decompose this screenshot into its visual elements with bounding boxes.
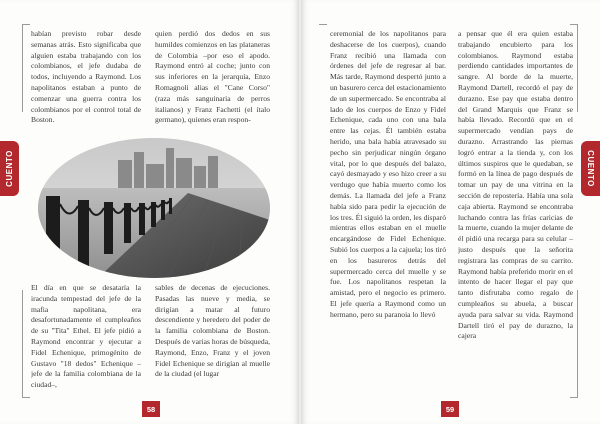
- right-bracket-rule-top-tick: [570, 24, 578, 25]
- section-tab-left: [0, 141, 19, 196]
- paragraph: quien perdió dos dedos en sus humildes comienzos en las plataneras de Colombia –por eso el apodo. Raymond entró al coche; junto con sus inferiores en la jerarquía, Enzo Romagnoli alias el "Cane Corso" (raza más sanguinaria de perros italianos) y Franz Fachetti (el ítalo germano), quienes eran respon-: [155, 29, 270, 125]
- paragraph: El día en que se desataría la iracunda tempestad del jefe de la mafia napolitana, era desafortunadamente el cumpleaños de su "Tita" Ethel. El jefe pidió a Raymond encontrar y ejecutar a Fidel Echenique, primogénito de Gustavo "18 dedos" Echenique –jefe de la familia colombiana de la ciudad–,: [31, 283, 141, 390]
- left-page-column-1-top: [31, 29, 141, 139]
- right-page-column-2: [458, 29, 573, 399]
- page-number-right: 59: [441, 401, 459, 417]
- paragraph: ceremonial de los napolitanos para deshacerse de los cuerpos), cuando Franz recibió una llamada con órdenes del jefe de regresar al bar. Más tarde, Raymond despertó junto a un basurero cerca del estacionamiento de un supermercado. Se encontraba al lado de los cuerpos de Enzo y Fidel Echenique, cada uno con una bala entre las cejas. Él también estaba herido, una bala había atravesado su pecho sin perjudicar ningún órgano vital, por lo que después del balazo, cayó desmayado y eso hizo creer a su verdugo que había muerto como los demás. La llamada del jefe a Franz había sido para pedir la ejecución de los tres. Él siguió la orden, les disparó mientras ellos estaban en el muelle encargándose de Fidel Echenique. Subió los cuerpos a la cajuela; los tiró en los basureros detrás del supermercado cerca del muelle y se fue. Los napolitanos respetan la amistad, pero el negocio es primero. El jefe quería a Raymond como un hermano, pero su paranoia lo llevó: [330, 29, 446, 319]
- paragraph: sables de decenas de ejecuciones. Pasadas las nueve y media, se dirigían a matar al futuro descendiente y heredero del poder de la familia colombiana de Boston. Después de varias horas de búsqueda, Raymond, Enzo, Franz y el joven Fidel Echenique se dirigían al muelle de la ciudad (el lugar: [155, 283, 270, 379]
- right-bracket-rule-bottom: [577, 290, 578, 398]
- left-bracket-rule-top: [22, 24, 23, 112]
- left-bracket-rule-bottom: [22, 290, 23, 398]
- right-page-column-1: [330, 29, 446, 399]
- section-tab-right: [581, 141, 600, 196]
- right-bracket-rule-top: [577, 24, 578, 112]
- page-gutter: [298, 0, 302, 424]
- left-bracket-rule-top-tick: [22, 24, 30, 25]
- page-number-left: 58: [142, 401, 160, 417]
- section-tab-label: CUENTO: [586, 150, 596, 187]
- section-tab-label: CUENTO: [5, 150, 15, 187]
- left-page-column-2-bottom: [155, 283, 270, 398]
- right-column-top-rule: [319, 24, 327, 25]
- harbor-pier-photo: [38, 138, 270, 278]
- left-bracket-rule-bottom-tick: [22, 397, 30, 398]
- left-page-column-1-bottom: [31, 283, 141, 398]
- right-bracket-rule-bottom-tick: [570, 397, 578, 398]
- pier-photo-illustration: [38, 138, 270, 278]
- left-page-column-2-top: [155, 29, 270, 139]
- paragraph: a pensar que él era quien estaba trabajando encubierto para los colombianos. Raymond estaba perdiendo cantidades importantes de sangre. Al borde de la muerte, Raymond Dartell, recordó el pay de durazno. Ese pay que estaba dentro del Grand Marquis que Franz se había llevado. Recordó que en el supermercado vendían pays de durazno. Arrastrando las piernas logró entrar a la tienda y, con los últimos suspiros que le quedaban, se formó en la línea de pago después de tomar un pay de una vitrina en la sección de repostería. Había una sola caja abierta. Raymond se encontraba luchando contra las frías caricias de la muerte, cuando la mujer delante de él pidió una recarga para su celular –justo después que la señorita registrara las compras de su carrito. Raymond había preferido morir en el intento de hacer llegar el pay que tanto disfrutaba como regalo de cumpleaños su abuela, a buscar ayuda para salvar su vida. Raymond Dartell tiró el pay de durazno, la cajera: [458, 29, 573, 341]
- paragraph: habían previsto robar desde semanas atrás. Esto significaba que alguien estaba trabajando con los colombianos, el jefe dudaba de todos, incluyendo a Raymond. Los napolitanos estaban a punto de comenzar una guerra contra los colombianos por el control total de Boston.: [31, 29, 141, 125]
